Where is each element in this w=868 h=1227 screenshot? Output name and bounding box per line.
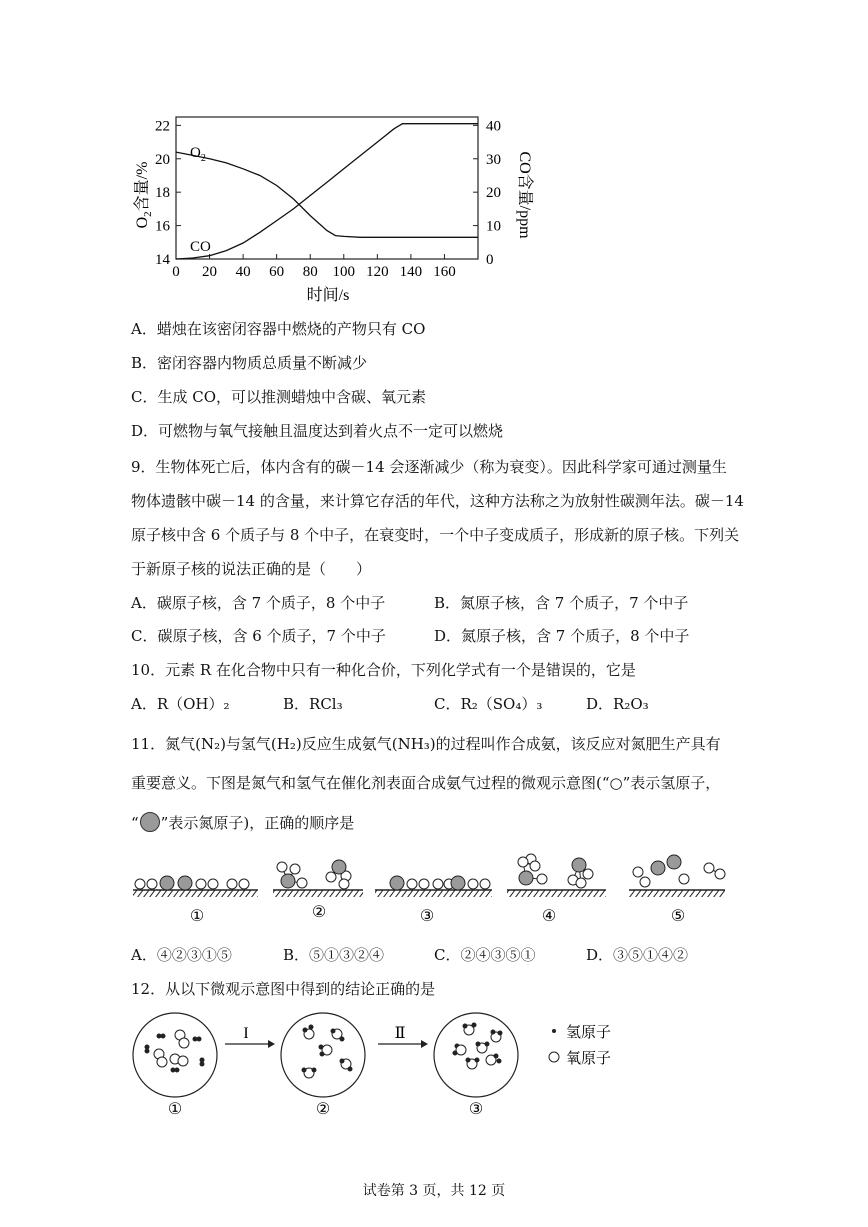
x-axis-title: 时间/s (306, 287, 350, 304)
q9-stem-line2: 物体遗骸中碳－14 的含量，来计算它存活的年代，这种方法称之为放射性碳测年法。碳－14 (131, 492, 744, 510)
q11-label-2: ② (311, 904, 327, 921)
q9-stem-line4: 于新原子核的说法正确的是（ ） (131, 560, 372, 578)
series-line-o2 (176, 152, 478, 237)
catalyst-surface-4 (507, 890, 606, 897)
q11-label-1: ① (189, 908, 205, 925)
y-right-tick-label: 10 (486, 218, 501, 235)
o2-co-chart (120, 105, 540, 310)
q10-option-d: D．R₂O₃ (586, 695, 649, 713)
arrow-2-label: Ⅱ (394, 1025, 406, 1042)
x-tick-label: 80 (302, 264, 318, 280)
series-label-co: CO (190, 239, 211, 255)
y-left-tick-label: 20 (155, 151, 170, 168)
x-tick-label: 140 (399, 264, 423, 280)
page-footer: 试卷第 3 页，共 12 页 (362, 1183, 506, 1199)
y-right-tick-label: 20 (486, 185, 501, 202)
x-tick-label: 0 (172, 264, 180, 280)
catalyst-surface-2 (273, 890, 363, 897)
arrow-1-label: I (243, 1025, 249, 1042)
y-left-tick-label: 22 (155, 118, 170, 135)
q10-option-b: B．RCl₃ (283, 695, 343, 713)
q10-stem: 10．元素 R 在化合物中只有一种化合价，下列化学式有一个是错误的，它是 (131, 661, 636, 679)
legend-oxygen-label: 氧原子 (566, 1051, 612, 1067)
q10-option-c: C．R₂（SO₄）₃ (434, 695, 543, 713)
x-tick-label: 120 (366, 264, 389, 280)
ammonia-synthesis-diagram (125, 850, 735, 930)
q11-label-4: ④ (541, 908, 557, 925)
oxygen-atom-legend-icon (549, 1052, 559, 1062)
x-tick-label: 40 (235, 264, 251, 280)
q11-option-b: B．⑤①③②④ (283, 946, 385, 964)
q8-option-d: D．可燃物与氧气接触且温度达到着火点不一定可以燃烧 (131, 422, 504, 440)
y-left-tick-label: 18 (155, 185, 170, 202)
catalyst-surface-5 (629, 890, 725, 897)
q11-label-5: ⑤ (670, 908, 686, 925)
x-tick-label: 100 (332, 264, 356, 280)
q12-stem: 12．从以下微观示意图中得到的结论正确的是 (131, 980, 436, 998)
q8-option-a: A．蜡烛在该密闭容器中燃烧的产物只有 CO (131, 320, 426, 338)
q11-label-3: ③ (419, 908, 435, 925)
y-right-tick-label: 40 (486, 118, 501, 135)
hydrogen-atom-legend-icon (552, 1029, 556, 1033)
q11-stem-line3: “ ”表示氮原子)，正确的顺序是 (131, 814, 355, 832)
q11-stem-line2: 重要意义。下图是氮气和氢气在催化剂表面合成氨气过程的微观示意图(“○”表示氢原子， (131, 774, 721, 792)
water-formation-diagram (125, 1010, 625, 1120)
q12-label-3: ③ (468, 1101, 484, 1118)
y-left-tick-label: 14 (155, 252, 170, 268)
q11-option-d: D．③⑤①④② (586, 946, 689, 964)
legend-hydrogen-label: 氢原子 (566, 1025, 612, 1041)
x-tick-label: 20 (202, 264, 218, 280)
q9-option-d: D．氮原子核，含 7 个质子，8 个中子 (434, 627, 690, 645)
catalyst-surface-1 (133, 890, 258, 897)
q11-stem-line1: 11．氮气(N₂)与氢气(H₂)反应生成氨气(NH₃)的过程叫作合成氨，该反应对氮肥生产具有 (131, 735, 721, 753)
arrow-2-head (421, 1040, 428, 1048)
arrow-1-head (268, 1040, 275, 1048)
q9-option-c: C．碳原子核，含 6 个质子，7 个中子 (131, 627, 386, 645)
q9-option-b: B．氮原子核，含 7 个质子，7 个中子 (434, 594, 689, 612)
x-tick-label: 60 (269, 264, 285, 280)
catalyst-surface-3 (375, 890, 492, 897)
y-right-tick-label: 0 (486, 252, 494, 268)
q11-option-c: C．②④③⑤① (434, 946, 536, 964)
series-line-co (176, 124, 478, 259)
nitrogen-atom-icon (140, 812, 160, 832)
series-label-o2: $O_2$ (190, 145, 206, 164)
q8-option-b: B．密闭容器内物质总质量不断减少 (131, 354, 368, 372)
q12-label-1: ① (167, 1101, 183, 1118)
q9-stem-line1: 9．生物体死亡后，体内含有的碳－14 会逐渐减少（称为衰变）。因此科学家可通过测量生 (131, 458, 727, 476)
y-right-tick-label: 30 (486, 151, 501, 168)
q11-option-a: A．④②③①⑤ (131, 946, 232, 964)
y-left-axis-title: $O_2$含量/% (134, 161, 154, 229)
q12-label-2: ② (315, 1101, 331, 1118)
q9-option-a: A．碳原子核，含 7 个质子，8 个中子 (131, 594, 386, 612)
q8-option-c: C．生成 CO，可以推测蜡烛中含碳、氧元素 (131, 388, 427, 406)
q9-stem-line3: 原子核中含 6 个质子与 8 个中子，在衰变时，一个中子变成质子，形成新的原子核。下列关 (131, 526, 740, 544)
y-right-axis-title: CO含量/ppm (516, 151, 533, 239)
q10-option-a: A．R（OH）₂ (131, 695, 230, 713)
y-left-tick-label: 16 (155, 218, 170, 235)
x-tick-label: 160 (433, 264, 456, 280)
